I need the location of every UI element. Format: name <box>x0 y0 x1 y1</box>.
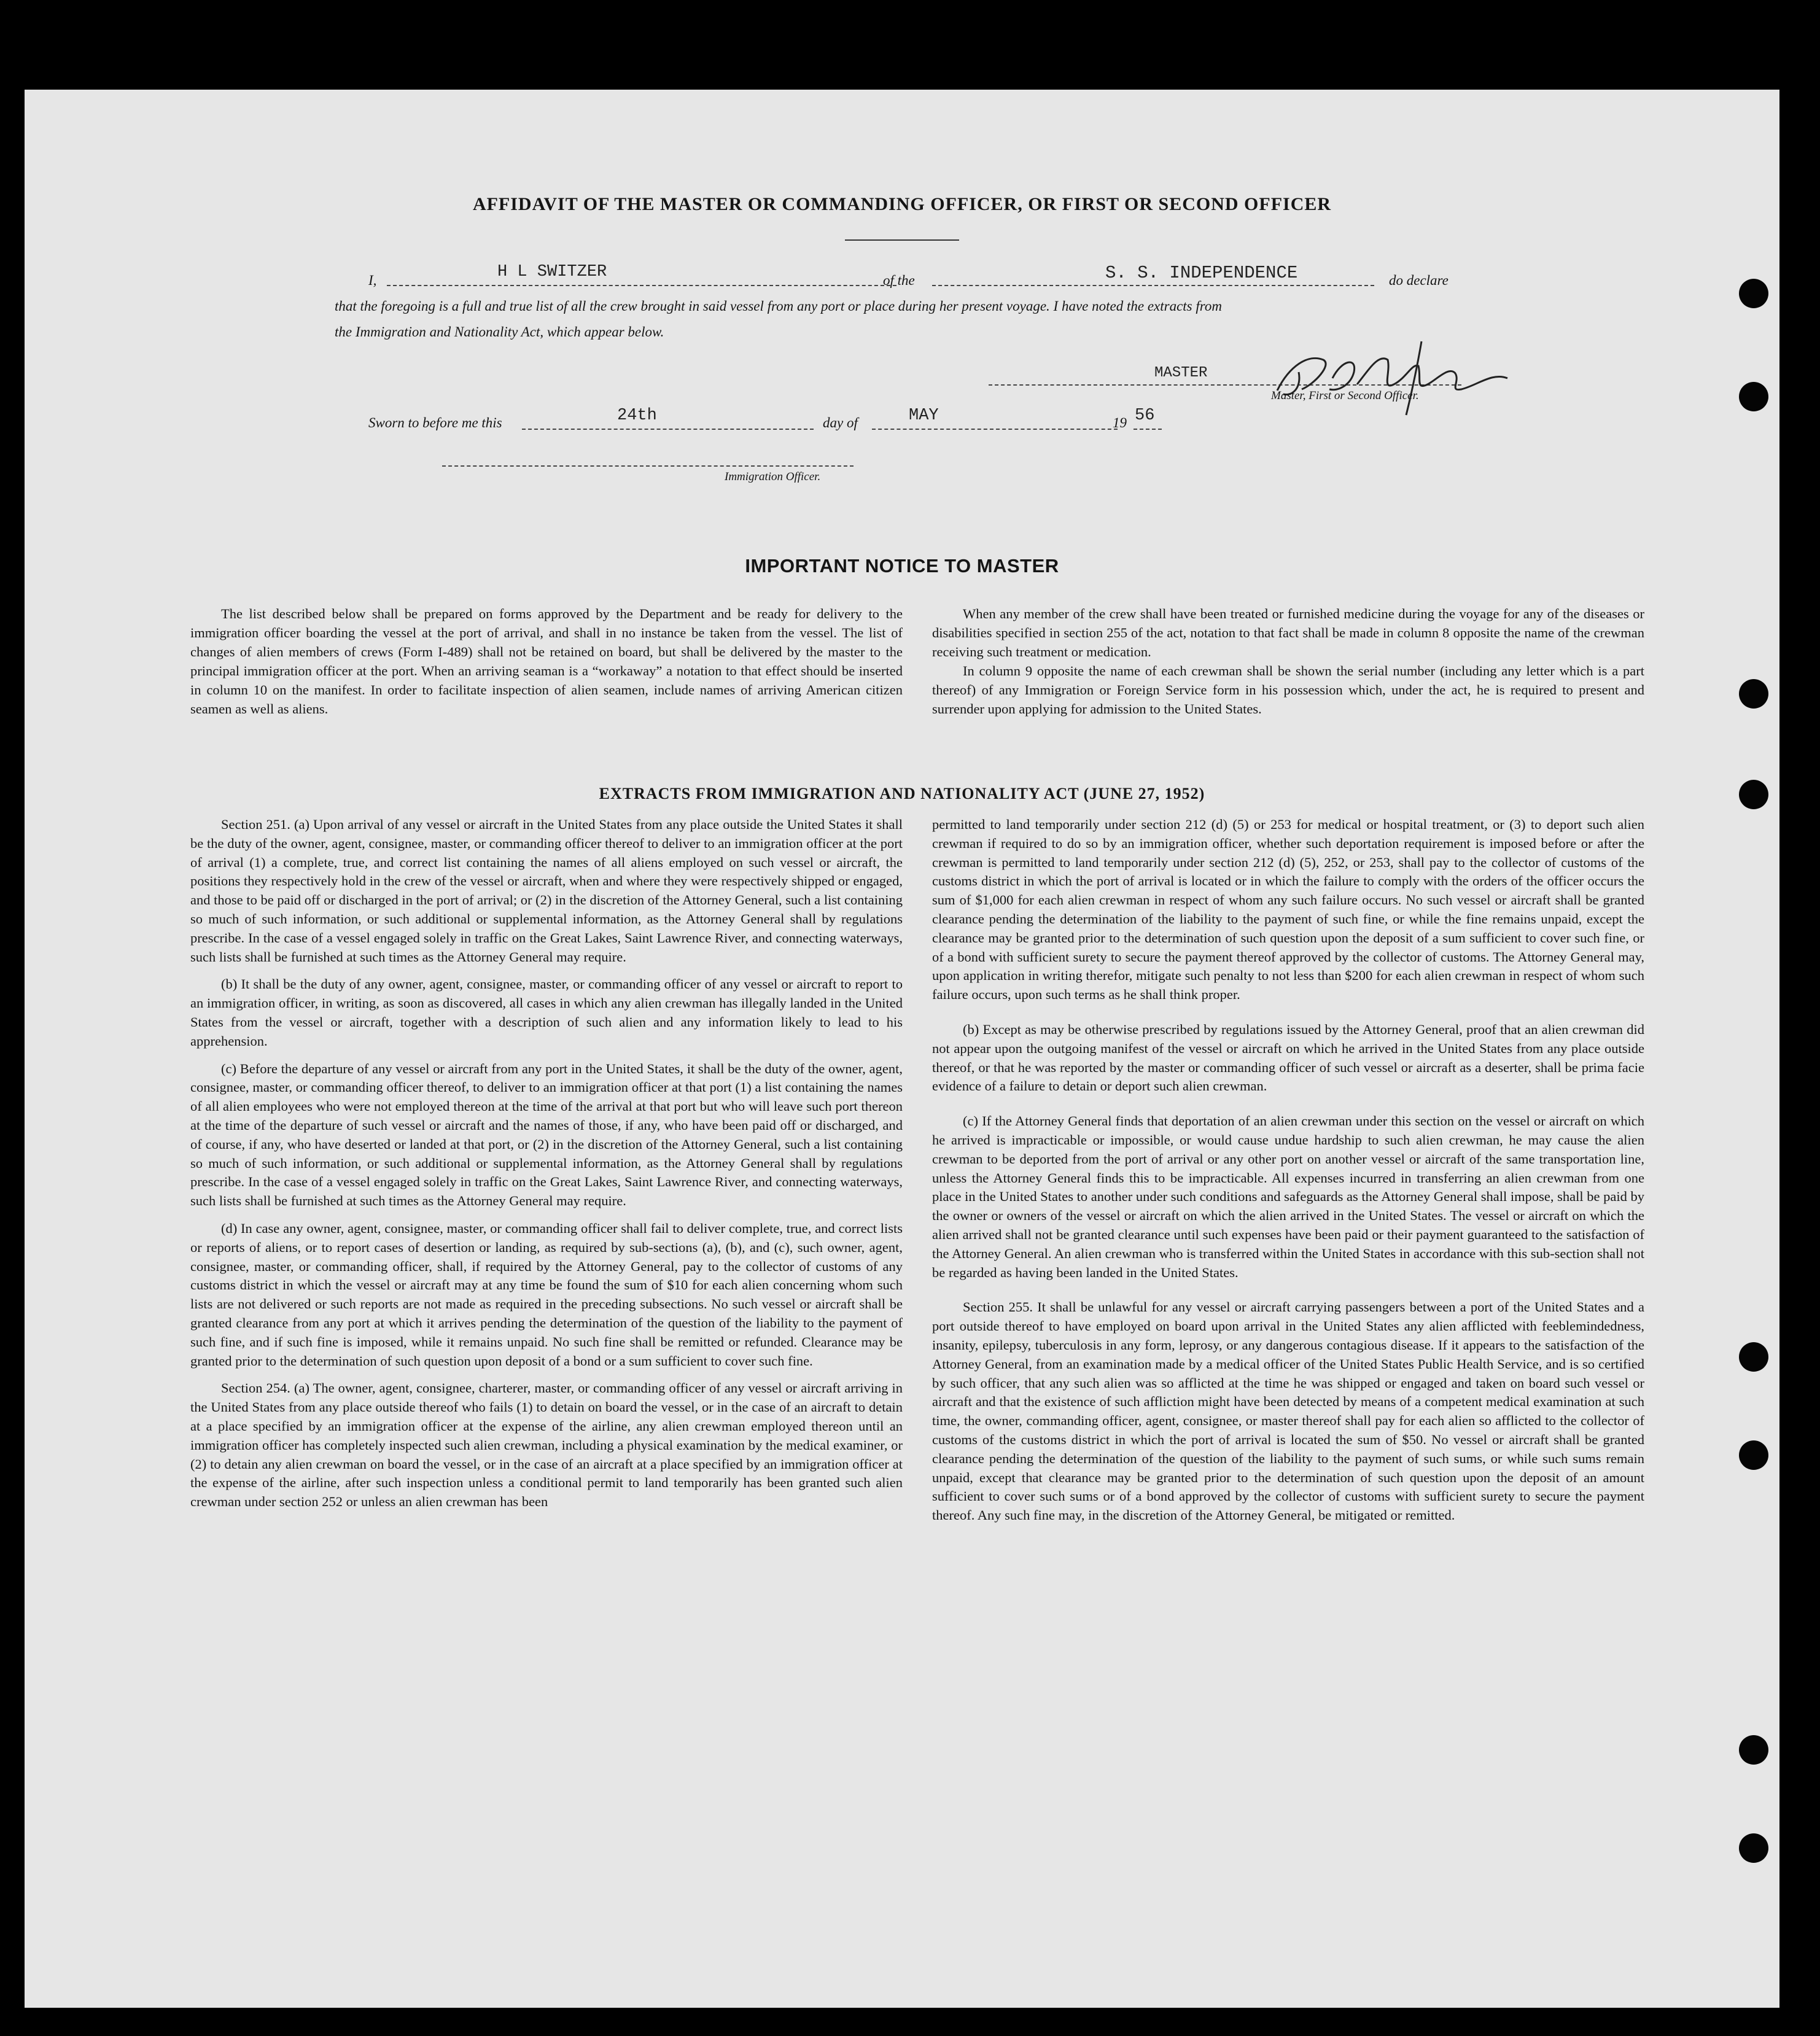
section-251-b: (b) It shall be the duty of any owner, agent, consignee, master, or commanding officer of any vessel or aircraft to report to an immigration officer, in writing, as soon as discovered, all cases in which any alien crewman has illegally landed in the United States from the vessel or aircraft, together with a description of such alien and any information likely to lead to his apprehension. <box>190 976 903 1049</box>
rank: MASTER <box>1154 365 1208 381</box>
binder-hole <box>1739 1735 1768 1765</box>
section-254-a-continued: permitted to land temporarily under section 212 (d) (5) or 253 for medical or hospital treatment, or (3) to deport such alien crewman if required to do so by an immigration officer, whether such deportation requirement is imposed before or after the crewman is permitted to land temporarily under section 212 (d) (5), 252, or 253, shall pay to the collector of customs of the customs district in which the port of arrival is located or in which the failure to comply with the orders of the officer occurs the sum of $1,000 for each alien crewman in respect of whom any such failure occurs. No such vessel or aircraft shall be granted clearance pending the determination of the liability to the payment of such fine, or while the fine remains unpaid, except the clearance may be granted prior to the determination of such question upon the deposit of a sum sufficient to cover such fine, or of a bond with sufficient surety to secure the payment thereof approved by the collector of customs. The Attorney General may, upon application in writing therefor, mitigate such penalty to not less than $200 for each alien crewman in respect of whom such failure occurs, upon such terms as he shall think proper. <box>932 817 1644 1003</box>
section-255: Section 255. It shall be unlawful for any vessel or aircraft carrying passengers between a port of the United States and a port outside thereof to have employed on board upon arrival in the United States any alien afflicted with feeblemindedness, insanity, epilepsy, tuberculosis in any form, leprosy, or any dangerous contagious disease. If it appears to the satisfaction of the Attorney General, from an examination made by a medical officer of the United States Public Health Service, and is so certified by such officer, that any such alien was so afflicted at the time he was shipped or engaged and taken on board such vessel or aircraft and that the existence of such affliction might have been detected by means of a competent medical examination at such time, the owner, commanding officer, agent, consignee, or master thereof shall pay for each alien so afflicted to the collector of customs of the customs district in which the port of arrival is located the sum of $50. No vessel or aircraft shall be granted clearance pending the determination of the question of the liability to the payment of such sums, or while such sums remain unpaid, except that clearance may be granted prior to the determination of such question upon the deposit of an amount sufficient to cover such sums or of a bond approved by the collector of customs with sufficient surety to secure the payment thereof. Any such fine may, in the discretion of the Attorney General, be mitigated or remitted. <box>932 1299 1644 1523</box>
sworn-day-line <box>522 429 814 430</box>
i-label: I, <box>368 273 377 288</box>
extracts-left-column <box>190 815 903 1520</box>
binder-hole <box>1739 679 1768 709</box>
section-254-b: (b) Except as may be otherwise prescribed by regulations issued by the Attorney General, proof that an alien crewman did not appear upon the outgoing manifest of the vessel or aircraft on which he arrived in the United States from any place outside thereof, or that he was reported by the master or commanding officer of such vessel or aircraft as a deserter, shall be prima facie evidence of a failure to detain or deport such alien crewman. <box>932 1021 1644 1094</box>
section-254-a: Section 254. (a) The owner, agent, consignee, charterer, master, or commanding officer of any vessel or aircraft arriving in the United States from any place outside thereof who fails (1) to detain on board the vessel, or in the case of an aircraft to detain at a place specified by an immigration officer at the expense of the airline, any alien crewman employed thereon until an immigration officer has completely inspected such alien crewman, including a physical examination by the medical examiner, or (2) to detain any alien crewman on board the vessel, or in the case of an aircraft at a place specified by an immigration officer at the expense of the airline, after such inspection unless a conditional permit to land temporarily has been granted such alien crewman under section 252 or unless an alien crewman has been <box>190 1380 903 1510</box>
vessel-line <box>932 285 1374 286</box>
title-rule <box>845 239 959 241</box>
affidavit-title: AFFIDAVIT OF THE MASTER OR COMMANDING OFFICER, OR FIRST OR SECOND OFFICER <box>472 194 1332 214</box>
of-the-label: of the <box>883 273 915 288</box>
vessel-name: S. S. INDEPENDENCE <box>1105 263 1298 283</box>
year-prefix: 19 <box>1113 415 1127 430</box>
section-251-d: (d) In case any owner, agent, consignee, master, or commanding officer shall fail to deliver complete, true, and correct lists or reports of aliens, or to report cases of desertion or landing, as required by sub-sections (a), (b), and (c), such owner, agent, consignee, master, or commanding officer, shall, if required by the Attorney General, pay to the collector of customs of any customs district in which the vessel or aircraft may at any time be found the sum of $10 for each alien concerning whom such lists are not delivered or such reports are not made as required in the preceding subsections. No such vessel or aircraft shall be granted clearance from any port at which it arrives pending the determination of the question of the liability to the payment of such fine, and if such fine is imposed, while it remains unpaid. No such fine shall be remitted or refunded. Clearance may be granted prior to the determination of such question upon deposit of a bond or a sum sufficient to cover such fine. <box>190 1220 903 1369</box>
section-251-c: (c) Before the departure of any vessel or aircraft from any port in the United States, it shall be the duty of the owner, agent, consignee, master, or commanding officer thereof, to deliver to an immigration officer at that port (1) a list containing the names of all alien employees who were not employed thereon at the time of the arrival at that port but who will leave such port thereon at the time of the departure of such vessel or aircraft and the names of those, if any, who have been paid off or discharged, and of course, if any, who have deserted or landed at that port, or (2) in the discretion of the Attorney General, such a list containing so much of such information, or such additional or supplemental information, as the Attorney General shall by regulations prescribe. In the case of a vessel engaged solely in traffic on the Great Lakes, Saint Lawrence River, and connecting waterways, such lists shall be furnished at such times as the Attorney General may require. <box>190 1060 903 1209</box>
year-line <box>1134 429 1162 430</box>
notice-right-paragraph-1: When any member of the crew shall have been treated or furnished medicine during the voyage for any of the diseases or disabilities specified in section 255 of the act, notation to that fact shall be made in column 8 opposite the name of the crewman receiving such treatment or medication. <box>932 606 1644 659</box>
extracts-right-column <box>932 815 1644 1534</box>
notice-title: IMPORTANT NOTICE TO MASTER <box>745 555 1059 577</box>
extracts-title: EXTRACTS FROM IMMIGRATION AND NATIONALITY ACT (JUNE 27, 1952) <box>599 785 1205 802</box>
statement-line-2: the Immigration and Nationality Act, which appear below. <box>335 324 664 340</box>
name-line <box>387 285 896 286</box>
notice-left-column <box>190 604 903 727</box>
do-declare-label: do declare <box>1389 273 1449 288</box>
sworn-day: 24th <box>617 406 657 425</box>
section-254-c: (c) If the Attorney General finds that deportation of an alien crewman under this section on the vessel or aircraft on which he arrived is impracticable or impossible, or would cause undue hardship to such alien crewman, he may cause the alien crewman to be deported from the port of arrival or any other port on another vessel or aircraft of the same transportation line, unless the Attorney General finds this to be impracticable. All expenses incurred in transferring an alien crewman from one place in the United States to another under such conditions and safeguards as the Attorney General shall impose, shall be paid by the owner or owners of the vessel or aircraft on which the alien arrived in the United States. The vessel or aircraft on which the alien arrived shall not be granted clearance until such expenses have been paid or their payment guaranteed to the satisfaction of the Attorney General. An alien crewman who is transferred within the United States in accordance with this sub-section shall not be regarded as having been landed in the United States. <box>932 1113 1644 1280</box>
officer-caption: Immigration Officer. <box>725 470 821 483</box>
binder-hole <box>1739 780 1768 809</box>
master-name: H L SWITZER <box>497 263 607 281</box>
notice-right-paragraph-2: In column 9 opposite the name of each crewman shall be shown the serial number (including any letter which is a part thereof) of any Immigration or Foreign Service form in his possession which, under the act, he is required to present and surrender upon applying for admission to the United States. <box>932 663 1644 717</box>
binder-hole <box>1739 279 1768 308</box>
year-suffix: 56 <box>1135 406 1155 425</box>
sworn-month-line <box>872 429 1118 430</box>
master-signature <box>1265 335 1517 421</box>
officer-signature-line <box>442 465 854 467</box>
section-251-a: Section 251. (a) Upon arrival of any vessel or aircraft in the United States from any place outside the United States it shall be the duty of the owner, agent, consignee, master, or commanding officer thereof to deliver to an immigration officer at the port of arrival (1) a complete, true, and correct list containing the names of all aliens employed on such vessel or aircraft, the positions they respectively hold in the crew of the vessel or aircraft, when and where they were respectively shipped or engaged, and those to be paid off or discharged in the port of arrival; or (2) in the discretion of the Attorney General, such a list containing so much of such information, or such additional or supplemental information, as the Attorney General shall by regulations prescribe. In the case of a vessel engaged solely in traffic on the Great Lakes, Saint Lawrence River, and connecting waterways, such lists shall be furnished at such times as the Attorney General may require. <box>190 817 903 965</box>
binder-hole <box>1739 1833 1768 1863</box>
document-page <box>25 90 1779 2008</box>
rank-caption: Master, First or Second Officer. <box>1271 389 1419 402</box>
notice-left-paragraph: The list described below shall be prepared on forms approved by the Department and be ready for delivery to the immigration officer boarding the vessel at the port of arrival, and shall in no instance be taken from the vessel. The list of changes of alien members of crews (Form I-489) shall not be retained on board, but shall be delivered by the master to the principal immigration officer at the port. When an arriving seaman is a “workaway” a notation to that effect should be inserted in column 10 on the manifest. In order to facilitate inspection of alien seamen, include names of arriving American citizen seamen as well as aliens. <box>190 606 903 717</box>
binder-hole <box>1739 382 1768 411</box>
binder-hole <box>1739 1342 1768 1372</box>
sworn-month: MAY <box>909 406 939 425</box>
day-of-label: day of <box>823 415 858 430</box>
sworn-label: Sworn to before me this <box>368 415 502 430</box>
statement-line-1: that the foregoing is a full and true list of all the crew brought in said vessel from any port or place during her present voyage. I have noted the extracts from <box>335 298 1222 314</box>
binder-hole <box>1739 1440 1768 1470</box>
notice-right-column <box>932 604 1644 727</box>
